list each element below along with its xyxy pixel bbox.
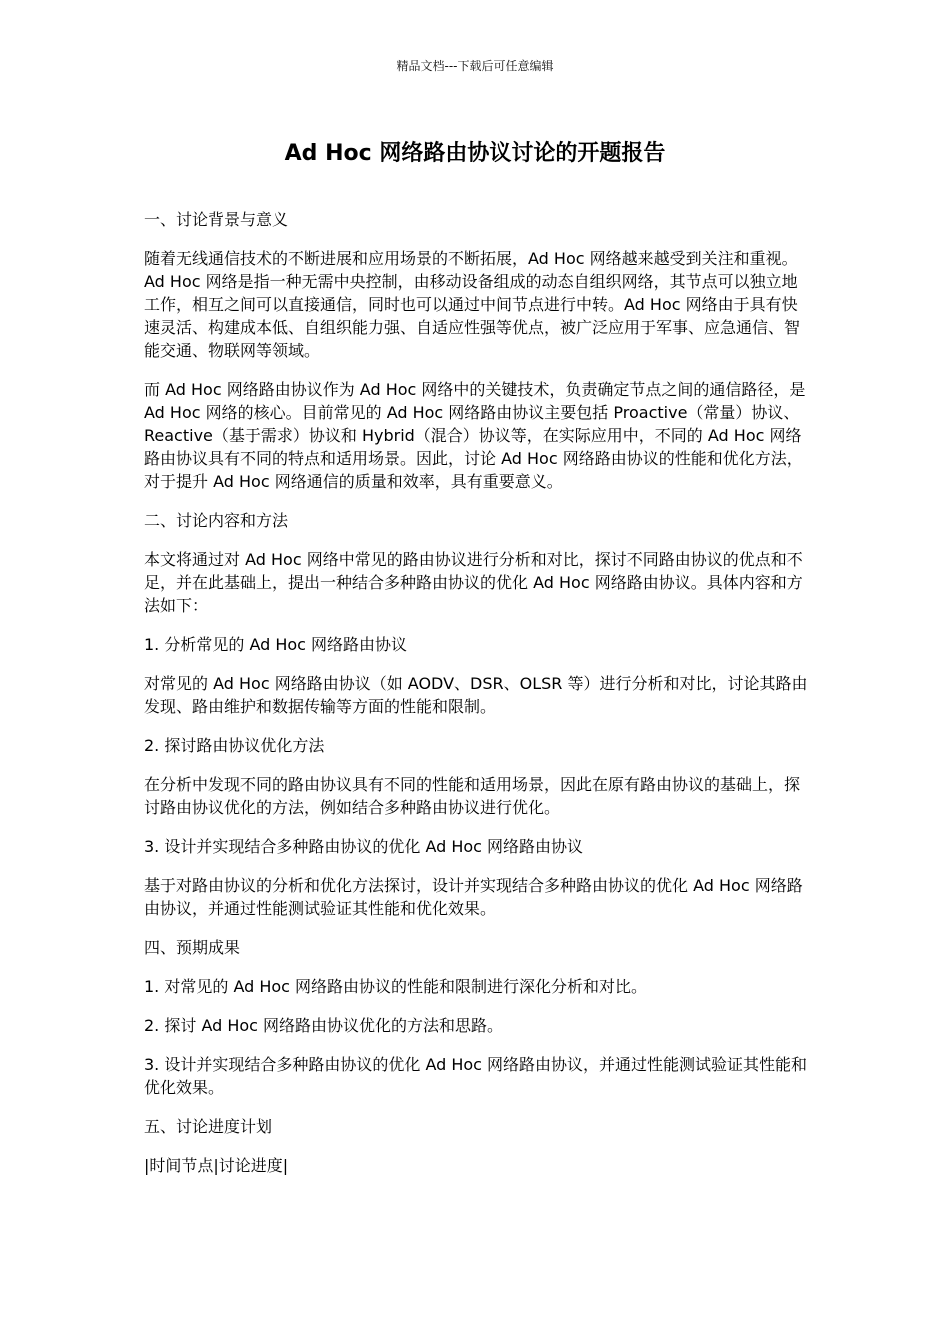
list-item: 3. 设计并实现结合多种路由协议的优化 Ad Hoc 网络路由协议 [144,837,584,856]
paragraph: 对常见的 Ad Hoc 网络路由协议（如 AODV、DSR、OLSR 等）进行分析和对比，讨论其路由发现、路由维护和数据传输等方面的性能和限制。 [144,674,808,716]
section-heading-background: 一、讨论背景与意义 [144,210,289,229]
paragraph: 基于对路由协议的分析和优化方法探讨，设计并实现结合多种路由协议的优化 Ad Hoc 网络路由协议，并通过性能测试验证其性能和优化效果。 [144,876,803,918]
list-item: 1. 分析常见的 Ad Hoc 网络路由协议 [144,635,408,654]
list-item: 2. 探讨 Ad Hoc 网络路由协议优化的方法和思路。 [144,1016,504,1035]
document-body [144,208,810,1193]
table-header-row: |时间节点|讨论进度| [144,1156,289,1175]
section-heading-expected-results: 四、预期成果 [144,938,241,957]
page-header: 精品文档---下载后可任意编辑 [396,59,554,73]
section-heading-content-method: 二、讨论内容和方法 [144,511,289,530]
document-title: Ad Hoc 网络路由协议讨论的开题报告 [284,141,666,166]
paragraph: 本文将通过对 Ad Hoc 网络中常见的路由协议进行分析和对比，探讨不同路由协议的优点和不足，并在此基础上，提出一种结合多种路由协议的优化 Ad Hoc 网络路由协议。具体内容和方法如下： [144,550,803,615]
section-heading-schedule: 五、讨论进度计划 [144,1117,273,1136]
paragraph: 随着无线通信技术的不断进展和应用场景的不断拓展，Ad Hoc 网络越来越受到关注和重视。Ad Hoc 网络是指一种无需中央控制，由移动设备组成的动态自组织网络，其节点可以独立地工作，相互之间可以直接通信，同时也可以通过中间节点进行中转。Ad Hoc 网络由于具有快速灵活、构建成本低、自组织能力强、自适应性强等优点，被广泛应用于军事、应急通信、智能交通、物联网等领域。 [144,249,801,360]
list-item: 1. 对常见的 Ad Hoc 网络路由协议的性能和限制进行深化分析和对比。 [144,977,648,996]
paragraph: 而 Ad Hoc 网络路由协议作为 Ad Hoc 网络中的关键技术，负责确定节点之间的通信路径，是 Ad Hoc 网络的核心。目前常见的 Ad Hoc 网络路由协议主要包括 Proactive（常量）协议、Reactive（基于需求）协议和 Hybrid（混合）协议等，在实际应用中，不同的 Ad Hoc 网络路由协议具有不同的特点和适用场景。因此，讨论 Ad Hoc 网络路由协议的性能和优化方法，对于提升 Ad Hoc 网络通信的质量和效率，具有重要意义。 [144,380,806,491]
paragraph: 在分析中发现不同的路由协议具有不同的性能和适用场景，因此在原有路由协议的基础上，探讨路由协议优化的方法，例如结合多种路由协议进行优化。 [144,775,801,817]
list-item: 3. 设计并实现结合多种路由协议的优化 Ad Hoc 网络路由协议，并通过性能测试验证其性能和优化效果。 [144,1055,808,1097]
list-item: 2. 探讨路由协议优化方法 [144,736,325,755]
